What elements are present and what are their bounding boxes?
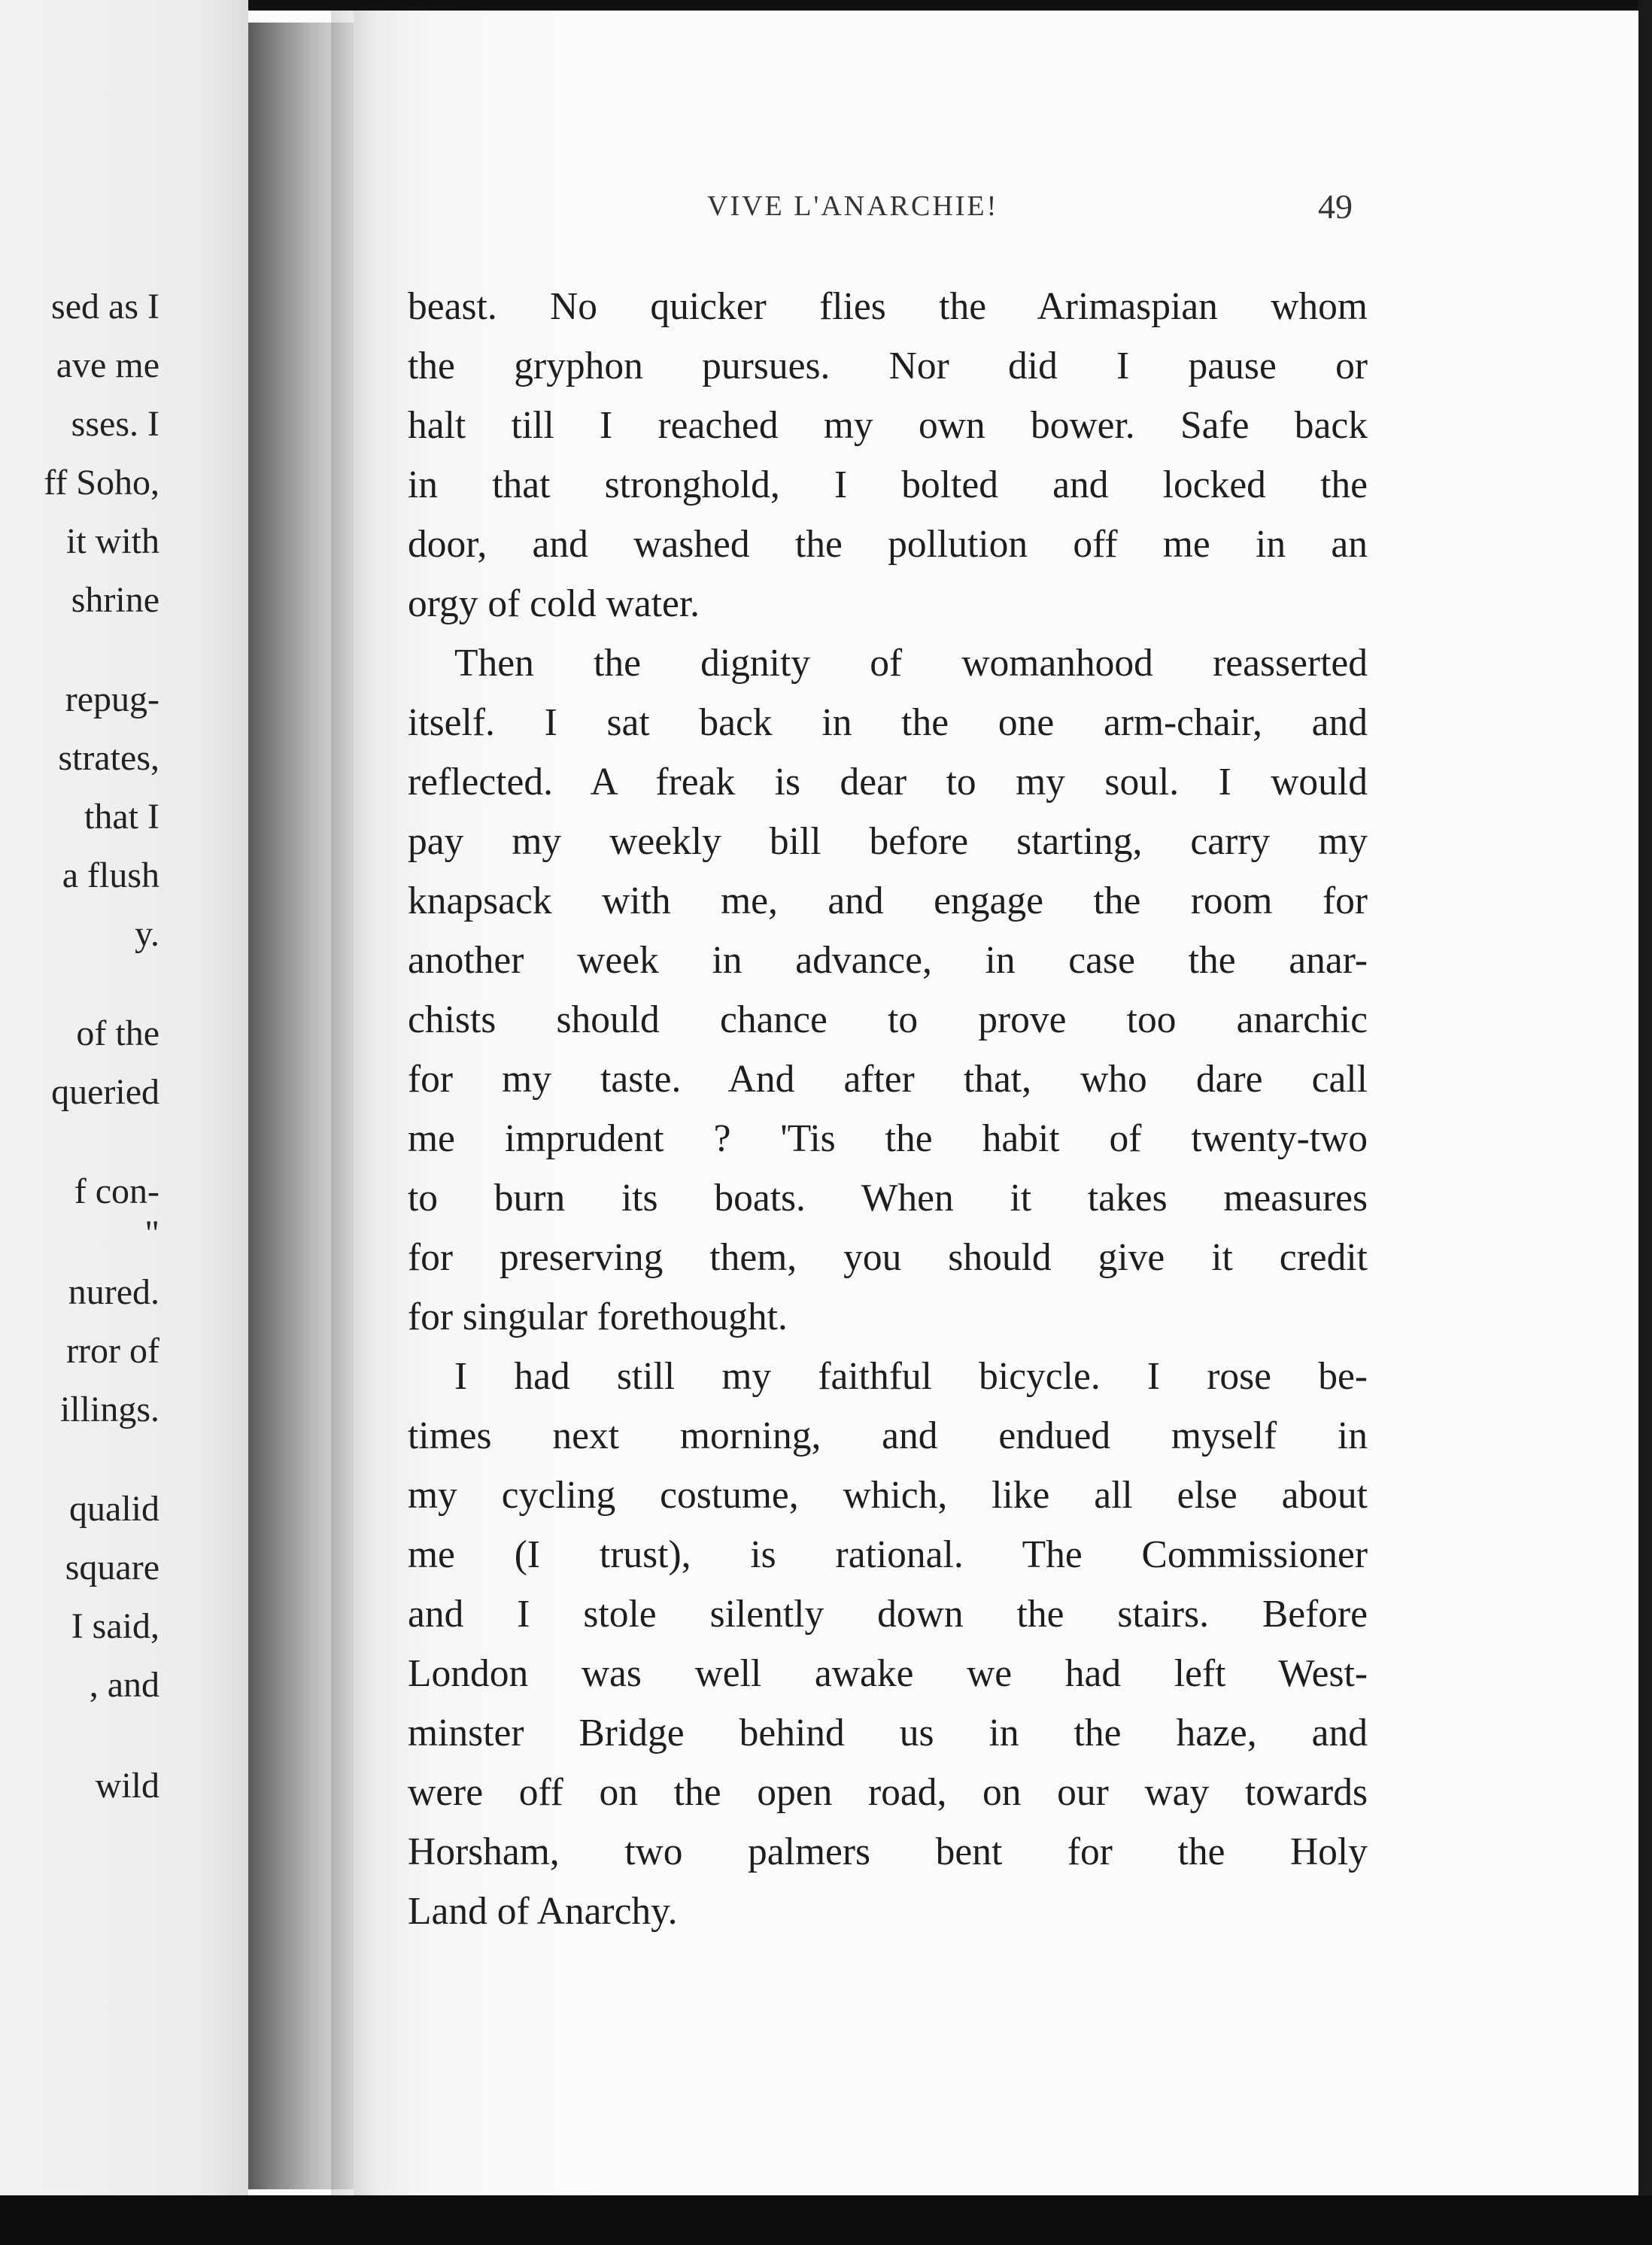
text-line: London was well awake we had left West- xyxy=(408,1652,1368,1695)
text-line: to burn its boats. When it takes measures xyxy=(408,1177,1368,1220)
left-page-fragment: square xyxy=(65,1548,159,1587)
page-number: 49 xyxy=(1318,187,1353,226)
left-page-fragment: a flush xyxy=(62,855,159,895)
left-page-fragment: it with xyxy=(65,521,159,561)
text-line: Horsham, two palmers bent for the Holy xyxy=(408,1830,1368,1873)
left-page xyxy=(0,0,248,2195)
left-page-fragment: strates, xyxy=(58,738,159,778)
left-page-fragment: y. xyxy=(135,914,159,954)
text-line: were off on the open road, on our way towards xyxy=(408,1771,1368,1814)
text-line: knapsack with me, and engage the room for xyxy=(408,879,1368,922)
text-line: beast. No quicker flies the Arimaspian whom xyxy=(408,285,1368,328)
left-page-fragment: rror of xyxy=(66,1331,159,1371)
left-page-fragment: f con- xyxy=(74,1171,159,1211)
left-page-fragment: repug- xyxy=(65,679,159,719)
text-line: for singular forethought. xyxy=(408,1296,788,1338)
text-line: I had still my faithful bicycle. I rose be- xyxy=(454,1355,1368,1398)
left-page-fragment: illings. xyxy=(59,1390,159,1429)
left-page-fragment: queried xyxy=(51,1072,159,1112)
text-line: Then the dignity of womanhood reasserted xyxy=(454,642,1368,685)
left-page-fragment: ff Soho, xyxy=(44,463,159,503)
left-page-fragment: shrine xyxy=(71,580,159,620)
text-line: for my taste. And after that, who dare call xyxy=(408,1058,1368,1101)
text-line: Land of Anarchy. xyxy=(408,1890,678,1933)
left-page-fragment: of the xyxy=(76,1013,159,1053)
text-line: minster Bridge behind us in the haze, and xyxy=(408,1712,1368,1754)
scan-border-bottom xyxy=(0,2195,1652,2245)
paragraph xyxy=(408,1347,1368,1941)
text-line: door, and washed the pollution off me in an xyxy=(408,523,1368,566)
text-line: in that stronghold, I bolted and locked the xyxy=(408,463,1368,506)
scan-border-right xyxy=(1638,0,1652,2245)
scan-border-top xyxy=(248,0,1652,11)
left-page-fragment: that I xyxy=(84,797,159,837)
gutter-shadow xyxy=(331,0,376,2195)
text-line: pay my weekly bill before starting, carry my xyxy=(408,820,1368,863)
left-page-fragment: , and xyxy=(89,1665,159,1705)
text-line: the gryphon pursues. Nor did I pause or xyxy=(408,345,1368,387)
left-page-fragment: wild xyxy=(95,1766,159,1806)
left-page-fragment: sses. I xyxy=(71,404,159,444)
left-page-fragment: " xyxy=(144,1214,159,1253)
paragraph xyxy=(408,633,1368,1347)
text-line: chists should chance to prove too anarchic xyxy=(408,998,1368,1041)
text-line: reflected. A freak is dear to my soul. I would xyxy=(408,761,1368,804)
running-head: VIVE L'ANARCHIE! xyxy=(707,190,999,222)
text-line: another week in advance, in case the anar- xyxy=(408,939,1368,982)
left-page-fragment: sed as I xyxy=(51,287,159,327)
text-line: for preserving them, you should give it credit xyxy=(408,1236,1368,1279)
body-text xyxy=(408,277,1368,1941)
left-page-fragment: nured. xyxy=(68,1272,159,1312)
text-line: itself. I sat back in the one arm-chair, and xyxy=(408,701,1368,744)
paragraph xyxy=(408,277,1368,633)
left-page-fragment: I said, xyxy=(71,1606,159,1646)
text-line: and I stole silently down the stairs. Before xyxy=(408,1593,1368,1636)
text-line: orgy of cold water. xyxy=(408,582,700,625)
left-page-fragment: qualid xyxy=(69,1489,159,1529)
text-line: halt till I reached my own bower. Safe back xyxy=(408,404,1368,447)
text-line: times next morning, and endued myself in xyxy=(408,1414,1368,1457)
text-line: me imprudent ? 'Tis the habit of twenty-two xyxy=(408,1117,1368,1160)
text-line: me (I trust), is rational. The Commissioner xyxy=(408,1533,1368,1576)
text-line: my cycling costume, which, like all else about xyxy=(408,1474,1368,1517)
left-page-fragment: ave me xyxy=(56,345,159,385)
